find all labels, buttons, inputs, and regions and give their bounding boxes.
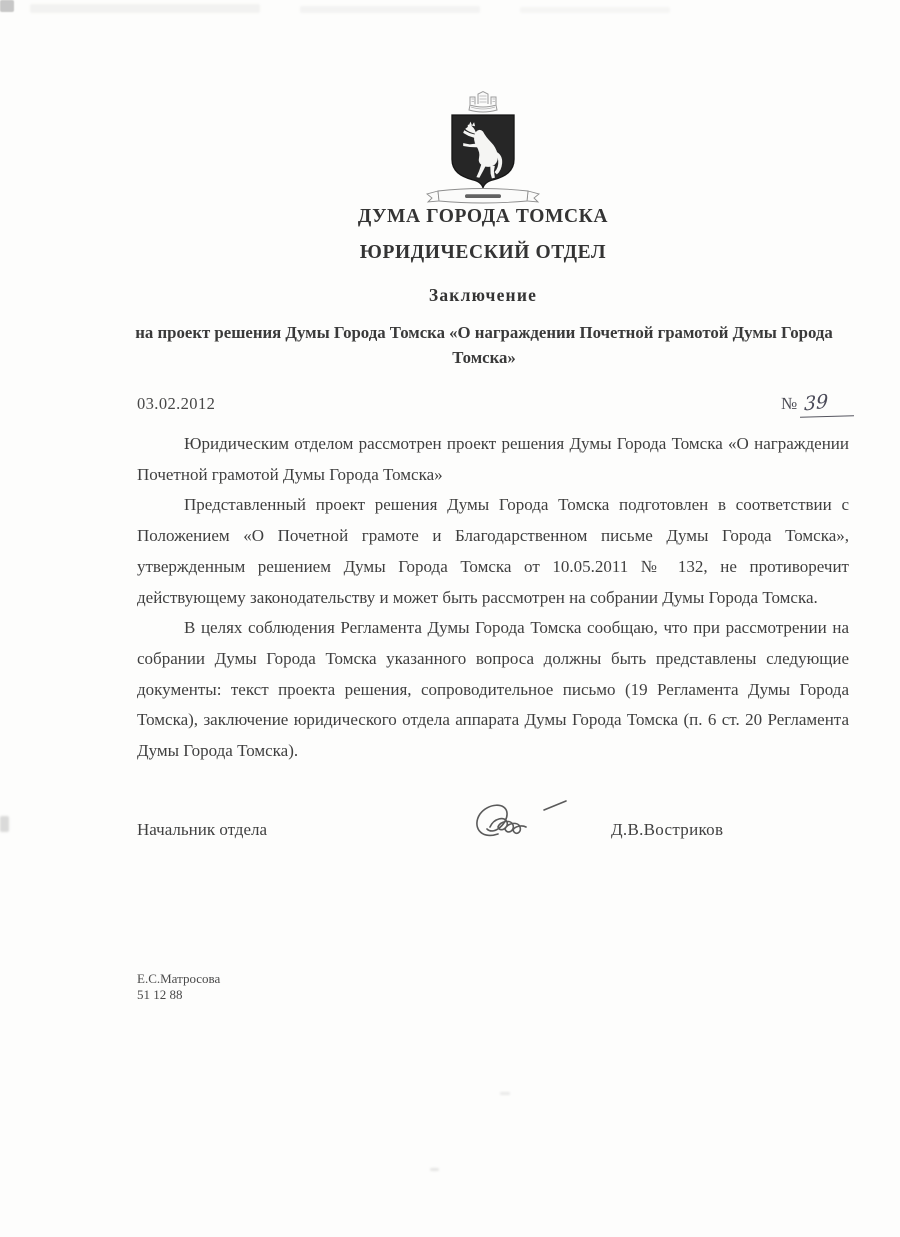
scan-artifact xyxy=(430,1168,439,1171)
crown-icon xyxy=(462,88,504,114)
document-number xyxy=(781,392,828,414)
document-date: 03.02.2012 xyxy=(137,394,216,413)
handwritten-number: 39 xyxy=(804,390,829,416)
executor-name: Е.С.Матросова xyxy=(137,971,221,986)
document-body xyxy=(137,429,849,767)
number-sign: № xyxy=(781,394,798,413)
paragraph-3: В целях соблюдения Регламента Думы Города Томска сообщаю, что при рассмотрении на собрании Думы Города Томска указанного вопроса должны быть представлены следующие документы: текст проекта решения, сопроводительное письмо (19 Регламента Думы Города Томска), заключение юридического отдела аппарата Думы Города Томска (п. 6 ст. 20 Регламента Думы Города Томска). xyxy=(137,618,849,761)
department-name: ЮРИДИЧЕСКИЙ ОТДЕЛ xyxy=(359,242,607,263)
document-type-title: Заключение xyxy=(428,285,538,305)
paragraph-1: Юридическим отделом рассмотрен проект решения Думы Города Томска «О награждении Почетной грамотой Думы Города Томска» xyxy=(137,434,849,484)
signatory-position: Начальник отдела xyxy=(137,820,268,839)
organization-name: ДУМА ГОРОДА ТОМСКА xyxy=(357,206,609,227)
executor-phone: 51 12 88 xyxy=(137,987,183,1002)
scan-artifact xyxy=(300,6,480,13)
signatory-name: Д.В.Востриков xyxy=(611,820,724,839)
signature-autograph xyxy=(468,796,600,848)
scan-artifact xyxy=(0,0,14,12)
scan-artifact xyxy=(500,1092,510,1095)
ribbon-banner-icon xyxy=(425,187,541,205)
document-subject: на проект решения Думы Города Томска «О награждении Почетной грамотой Думы Города Томска» xyxy=(135,323,833,367)
horse-shield-icon xyxy=(450,113,516,189)
tomsk-coat-of-arms xyxy=(418,88,548,205)
scan-artifact xyxy=(520,7,670,13)
scan-artifact xyxy=(0,816,9,832)
scan-artifact xyxy=(30,4,260,13)
handwritten-underline xyxy=(800,415,854,417)
paragraph-2: Представленный проект решения Думы Города Томска подготовлен в соответствии с Положением «О Почетной грамоте и Благодарственном письме Думы Города Томска», утвержденным решением Думы Города Томска от 10.05.2011 № 132, не противоречит действующему законодательству и может быть рассмотрен на собрании Думы Города Томска. xyxy=(137,495,849,607)
executor-block xyxy=(137,971,220,1003)
